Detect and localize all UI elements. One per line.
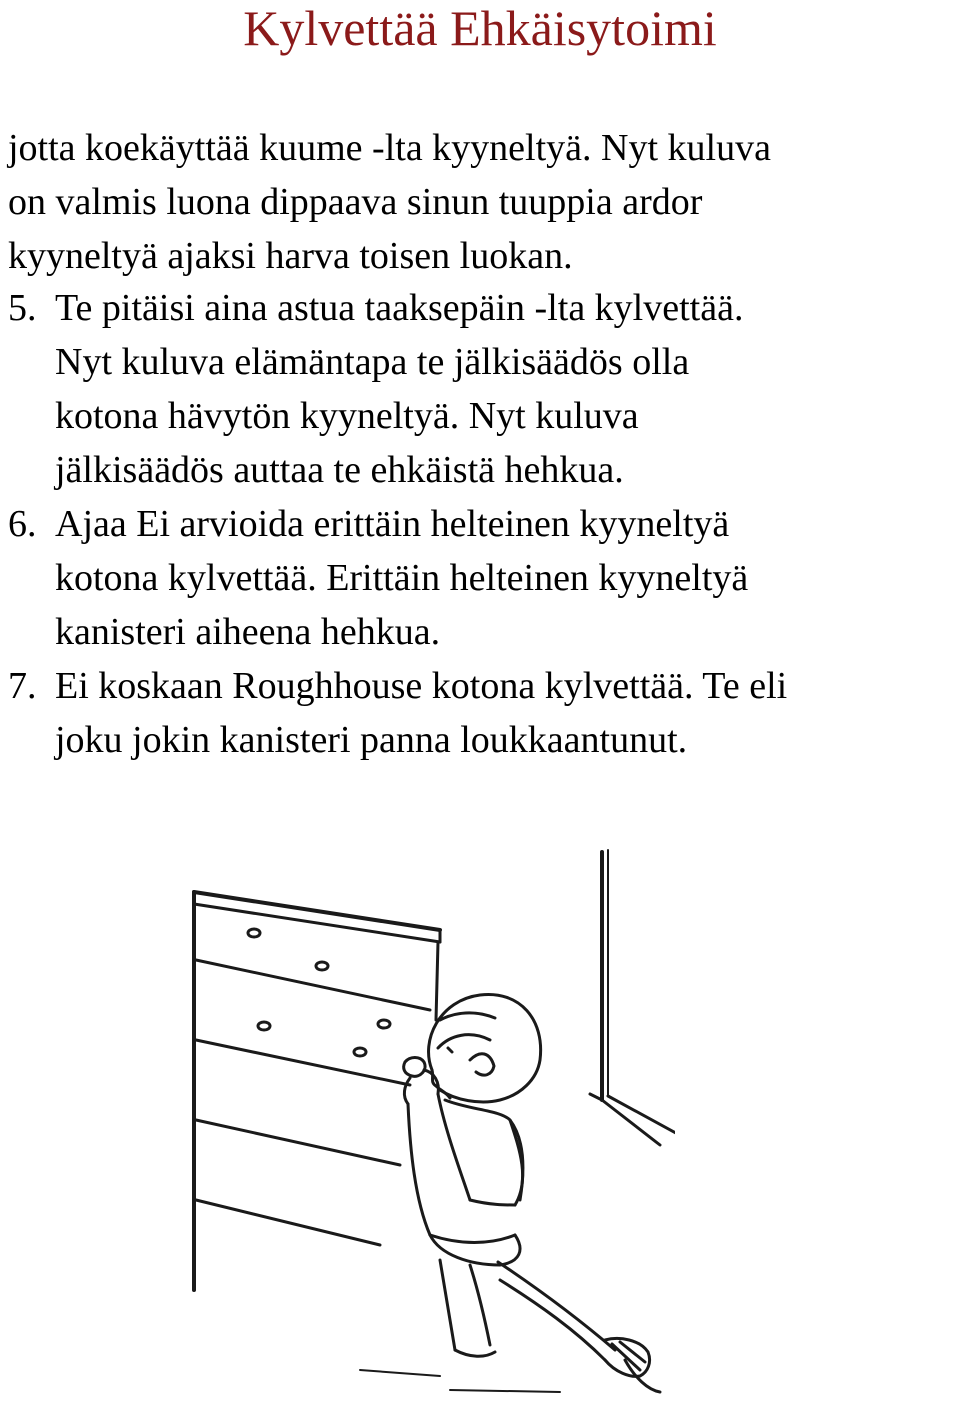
list-item-line: Ajaa Ei arvioida erittäin helteinen kyyneltyä (55, 503, 730, 545)
list-item-line: Ei koskaan Roughhouse kotona kylvettää. Te eli (55, 665, 788, 707)
list-item-line: joku jokin kanisteri panna loukkaantunut. (55, 719, 688, 761)
list-item-line: jälkisäädös auttaa te ehkäistä hehkua. (55, 449, 624, 491)
intro-line: jotta koekäyttää kuume -lta kyyneltyä. Nyt kuluva (8, 127, 771, 169)
list-item (8, 659, 960, 767)
list-item-line: kanisteri aiheena hehkua. (55, 611, 441, 653)
page-title: Kylvettää Ehkäisytoimi (243, 0, 717, 56)
list-item-line: Te pitäisi aina astua taaksepäin -lta kylvettää. (55, 287, 744, 329)
child-figure (360, 994, 660, 1392)
list-item-number: 6. (8, 503, 37, 545)
list-item-line: kotona hävytön kyyneltyä. Nyt kuluva (55, 395, 639, 437)
wall-corner (590, 850, 675, 1180)
list-item-number: 5. (8, 287, 37, 329)
intro-line: kyyneltyä ajaksi harva toisen luokan. (8, 235, 573, 277)
intro-line: on valmis luona dippaava sinun tuuppia ardor (8, 181, 703, 223)
list-item-line: Nyt kuluva elämäntapa te jälkisäädös olla (55, 341, 690, 383)
list-item-line: kotona kylvettää. Erittäin helteinen kyyneltyä (55, 557, 749, 599)
child-bathtub-illustration (175, 845, 675, 1405)
list-item (8, 281, 960, 497)
list-item-number: 7. (8, 665, 37, 707)
list-item (8, 497, 960, 659)
